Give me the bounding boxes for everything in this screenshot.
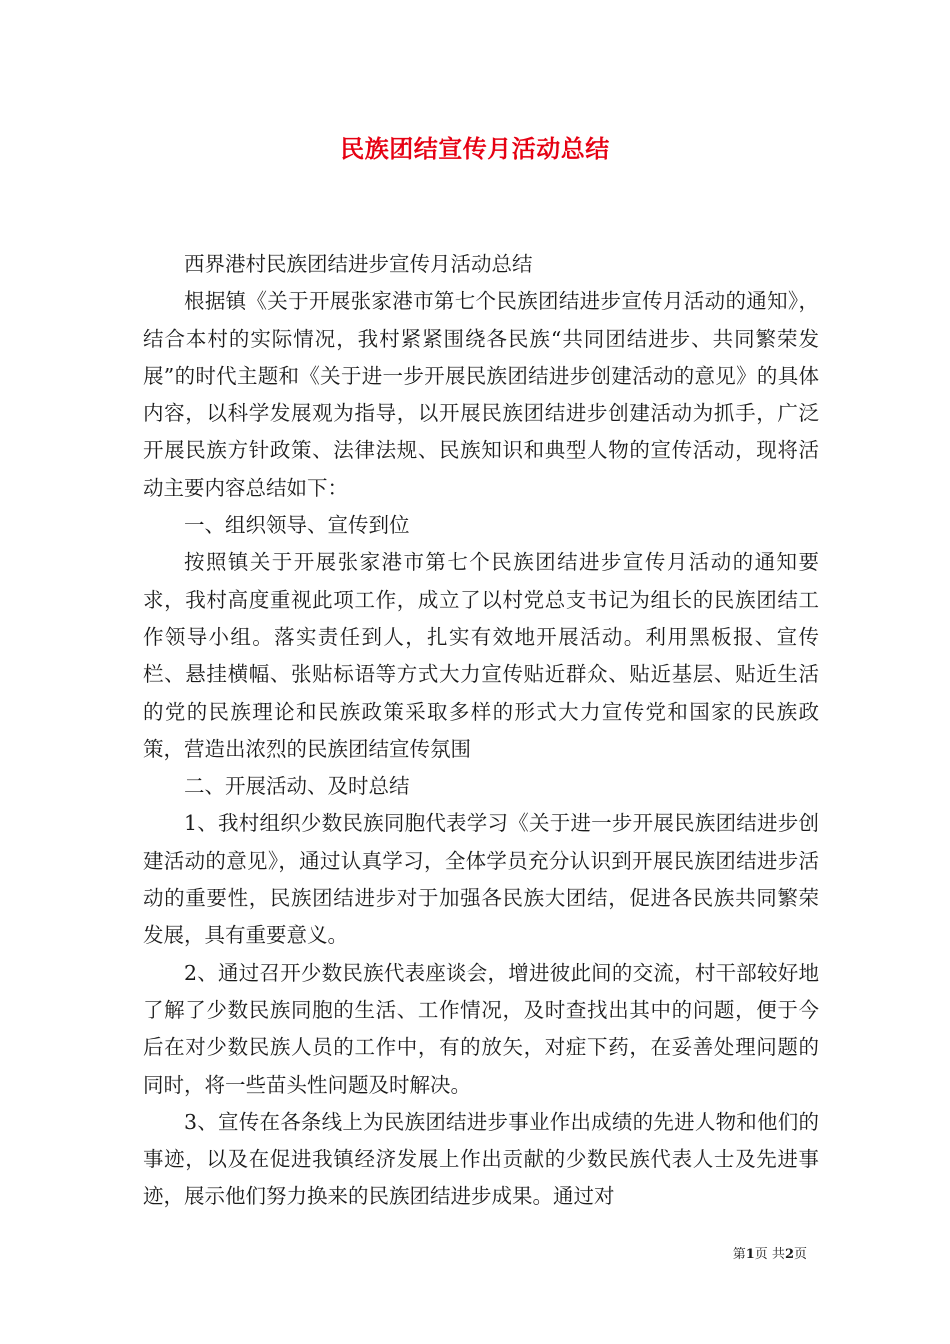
paragraph-intro: 根据镇《关于开展张家港市第七个民族团结进步宣传月活动的通知》，结合本村的实际情况，我村紧紧围绕各民族“共同团结进步、共同繁荣发展”的时代主题和《关于进一步开展民族团结进步创建活动的意见》的具体内容，以科学发展观为指导，以开展民族团结进步创建活动为抓手，广泛开展民族方针政策、法律法规、民族知识和典型人物的宣传活动，现将活动主要内容总结如下： — [143, 289, 819, 500]
paragraph-item-2: 2、通过召开少数民族代表座谈会，增进彼此间的交流，村干部较好地了解了少数民族同胞的生活、工作情况，及时查找出其中的问题，便于今后在对少数民族人员的工作中，有的放矢，对症下药，在妥善处理问题的同时，将一些苗头性问题及时解决。 — [143, 960, 819, 1097]
footer-prefix: 第 — [732, 1247, 746, 1262]
footer-current-page: 1 — [745, 1247, 755, 1262]
section-heading-1: 一、组织领导、宣传到位 — [184, 513, 410, 538]
paragraph-item-1: 1、我村组织少数民族同胞代表学习《关于进一步开展民族团结进步创建活动的意见》，通过认真学习，全体学员充分认识到开展民族团结进步活动的重要性，民族团结进步对于加强各民族大团结，促进各民族共同繁荣发展，具有重要意义。 — [143, 811, 819, 948]
footer-suffix: 页 — [793, 1247, 807, 1262]
footer-middle: 页 共 — [754, 1247, 785, 1262]
document-title: 民族团结宣传月活动总结 — [340, 134, 610, 163]
document-body — [143, 246, 819, 1216]
paragraph-item-3: 3、宣传在各条线上为民族团结进步事业作出成绩的先进人物和他们的事迹，以及在促进我镇经济发展上作出贡献的少数民族代表人士及先进事迹，展示他们努力换来的民族团结进步成果。通过对 — [143, 1109, 819, 1209]
page-number-footer — [733, 1246, 807, 1264]
footer-total-pages: 2 — [784, 1247, 794, 1262]
paragraph-section-1: 按照镇关于开展张家港市第七个民族团结进步宣传月活动的通知要求，我村高度重视此项工作，成立了以村党总支书记为组长的民族团结工作领导小组。落实责任到人，扎实有效地开展活动。利用黑板报、宣传栏、悬挂横幅、张贴标语等方式大力宣传贴近群众、贴近基层、贴近生活的党的民族理论和民族政策采取多样的形式大力宣传党和国家的民族政策，营造出浓烈的民族团结宣传氛围 — [143, 550, 819, 761]
section-heading-2: 二、开展活动、及时总结 — [184, 774, 410, 799]
paragraph-subtitle: 西界港村民族团结进步宣传月活动总结 — [184, 252, 533, 276]
